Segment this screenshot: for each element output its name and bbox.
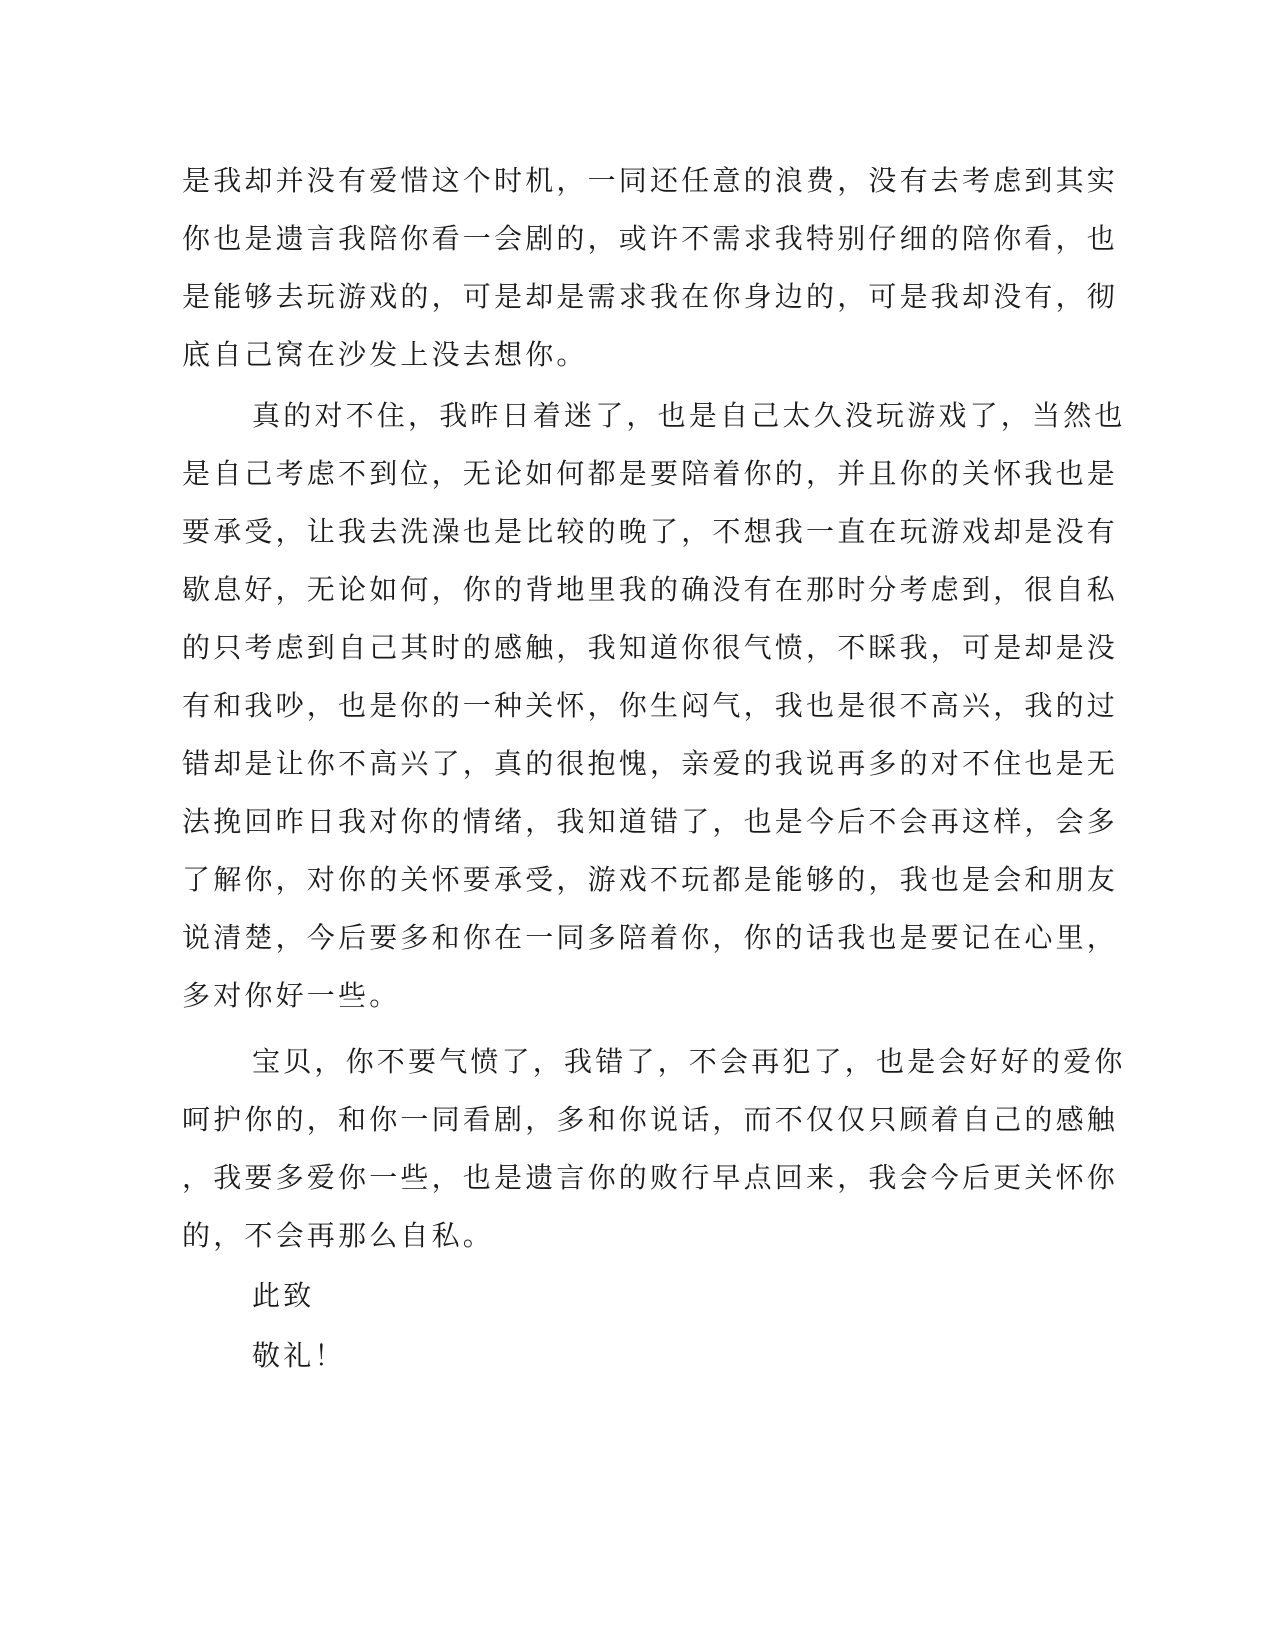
paragraph-2-line-11: 多对你好一些。 [182, 979, 401, 1012]
paragraph-3-line-1: 宝贝，你不要气愤了，我错了，不会再犯了，也是会好好的爱你 [252, 1045, 1126, 1078]
paragraph-2-line-10: 说清楚，今后要多和你在一同多陪着你，你的话我也是要记在心里， [182, 921, 1119, 954]
paragraph-3-line-3: ，我要多爱你一些，也是遗言你的败行早点回来，我会今后更关怀你 [182, 1161, 1119, 1194]
paragraph-1-line-2: 你也是遗言我陪你看一会剧的，或许不需求我特别仔细的陪你看，也 [182, 222, 1119, 255]
paragraph-2-line-7: 错却是让你不高兴了，真的很抱愧，亲爱的我说再多的对不住也是无 [182, 747, 1119, 780]
paragraph-2-line-5: 的只考虑到自己其时的感触，我知道你很气愤，不睬我，可是却是没 [182, 631, 1119, 664]
closing-line-1: 此致 [252, 1279, 315, 1312]
paragraph-2-line-8: 法挽回昨日我对你的情绪，我知道错了，也是今后不会再这样，会多 [182, 805, 1119, 838]
paragraph-1-line-1: 是我却并没有爱惜这个时机，一同还任意的浪费，没有去考虑到其实 [182, 164, 1119, 197]
closing-line-2: 敬礼！ [252, 1339, 346, 1372]
paragraph-3-line-2: 呵护你的，和你一同看剧，多和你说话，而不仅仅只顾着自己的感触 [182, 1103, 1119, 1136]
paragraph-2-line-9: 了解你，对你的关怀要承受，游戏不玩都是能够的，我也是会和朋友 [182, 863, 1119, 896]
paragraph-2-line-6: 有和我吵，也是你的一种关怀，你生闷气，我也是很不高兴，我的过 [182, 689, 1119, 722]
paragraph-1-line-4: 底自己窝在沙发上没去想你。 [182, 338, 588, 371]
paragraph-1-line-3: 是能够去玩游戏的，可是却是需求我在你身边的，可是我却没有，彻 [182, 280, 1119, 313]
paragraph-2-line-2: 是自己考虑不到位，无论如何都是要陪着你的，并且你的关怀我也是 [182, 457, 1119, 490]
paragraph-3-line-4: 的，不会再那么自私。 [182, 1219, 495, 1252]
paragraph-2-line-3: 要承受，让我去洗澡也是比较的晚了，不想我一直在玩游戏却是没有 [182, 515, 1119, 548]
paragraph-2-line-4: 歇息好，无论如何，你的背地里我的确没有在那时分考虑到，很自私 [182, 573, 1119, 606]
paragraph-2-line-1: 真的对不住，我昨日着迷了，也是自己太久没玩游戏了，当然也 [252, 399, 1126, 432]
